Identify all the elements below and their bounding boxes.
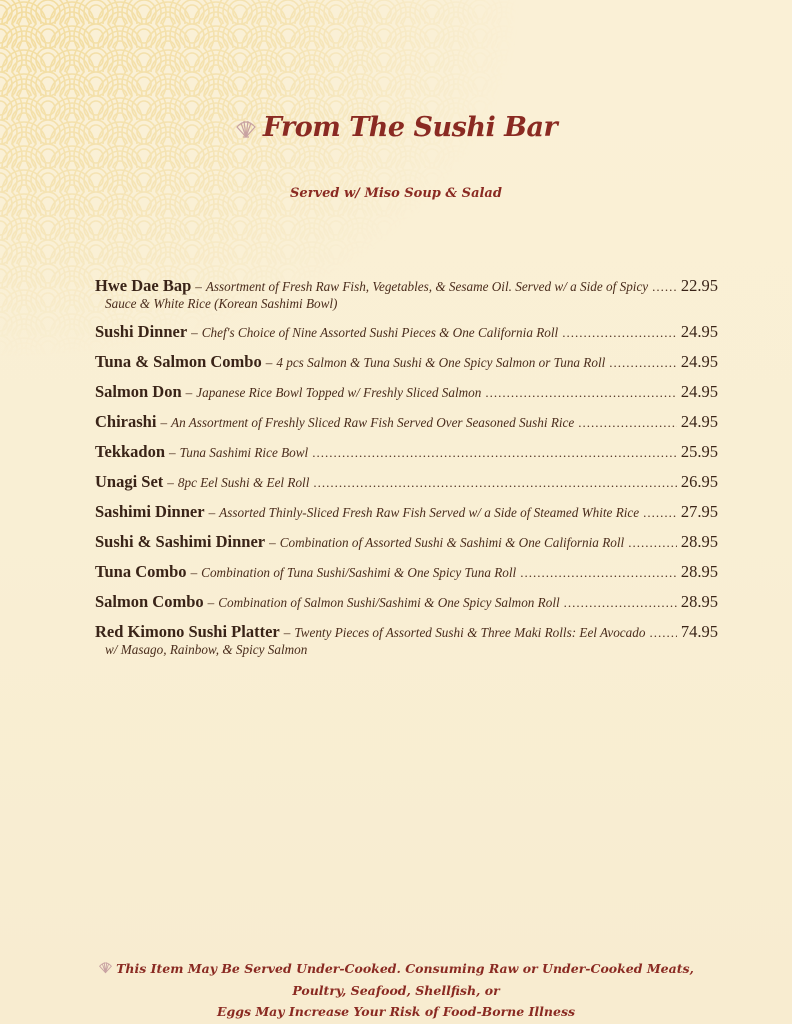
dot-leader xyxy=(578,415,677,431)
menu-item-name: Salmon Combo xyxy=(95,592,204,611)
menu-item xyxy=(95,622,718,658)
menu-item-separator: – xyxy=(265,355,273,370)
menu-item-price: 28.95 xyxy=(680,592,718,611)
menu-item-description: Assortment of Fresh Raw Fish, Vegetables, & Sesame Oil. Served w/ a Side of Spicy xyxy=(205,279,649,294)
subtitle: Served w/ Miso Soup & Salad xyxy=(290,186,502,201)
shell-icon xyxy=(235,115,257,146)
footer-line-1: This Item May Be Served Under-Cooked. Consuming Raw or Under-Cooked Meats, Poultry, Seafood, Shellfish, or xyxy=(116,961,694,998)
menu-item xyxy=(95,502,718,522)
menu-item xyxy=(95,592,718,612)
menu-item-price: 28.95 xyxy=(680,562,718,581)
menu-item-separator: – xyxy=(269,535,276,550)
menu-item-separator: – xyxy=(208,505,216,520)
menu-item-separator: – xyxy=(191,325,198,340)
menu-item-description: Combination of Tuna Sushi/Sashimi & One Spicy Tuna Roll xyxy=(201,565,517,580)
menu-item-description-continued: Sauce & White Rice (Korean Sashimi Bowl) xyxy=(105,296,338,311)
dot-leader xyxy=(485,385,677,401)
menu-item-name: Sushi & Sashimi Dinner xyxy=(95,532,266,551)
dot-leader xyxy=(313,475,677,491)
dot-leader xyxy=(652,279,677,295)
menu-item-separator: – xyxy=(169,445,176,460)
page-title xyxy=(0,112,792,146)
menu-item-description: Assorted Thinly-Sliced Fresh Raw Fish Served w/ a Side of Steamed White Rice xyxy=(219,505,640,520)
menu-item xyxy=(95,532,718,552)
menu-item-name: Hwe Dae Bap xyxy=(95,276,192,295)
menu-item-price: 24.95 xyxy=(680,412,718,431)
menu-item xyxy=(95,322,718,342)
title-text: From The Sushi Bar xyxy=(262,112,558,143)
menu-item-price: 24.95 xyxy=(680,322,718,341)
menu-item-description: An Assortment of Freshly Sliced Raw Fish Served Over Seasoned Sushi Rice xyxy=(171,415,575,430)
dot-leader xyxy=(649,625,676,641)
menu-item-price: 28.95 xyxy=(680,532,718,551)
menu-item-name: Tekkadon xyxy=(95,442,166,461)
menu-item xyxy=(95,382,718,402)
menu-item-separator: – xyxy=(167,475,174,490)
shell-icon xyxy=(98,959,113,980)
footer-line-2: Eggs May Increase Your Risk of Food-Borne Illness xyxy=(216,1004,576,1019)
menu-item-description: Twenty Pieces of Assorted Sushi & Three Maki Rolls: Eel Avocado xyxy=(294,625,646,640)
menu-item xyxy=(95,412,718,432)
menu-item-name: Tuna & Salmon Combo xyxy=(95,352,262,371)
dot-leader xyxy=(609,355,677,371)
menu-item-price: 25.95 xyxy=(680,442,718,461)
menu-item-separator: – xyxy=(160,415,168,430)
menu-item-price: 24.95 xyxy=(680,352,718,371)
menu-item-separator: – xyxy=(283,625,291,640)
menu-item-description-continued: w/ Masago, Rainbow, & Spicy Salmon xyxy=(105,642,308,657)
menu-item-description: 4 pcs Salmon & Tuna Sushi & One Spicy Salmon or Tuna Roll xyxy=(276,355,606,370)
dot-leader xyxy=(564,595,677,611)
menu-item xyxy=(95,472,718,492)
menu-item-description: 8pc Eel Sushi & Eel Roll xyxy=(177,475,310,490)
menu-item-description: Tuna Sashimi Rice Bowl xyxy=(179,445,309,460)
footer-disclaimer xyxy=(82,958,710,1022)
menu-item-price: 74.95 xyxy=(680,622,718,641)
dot-leader xyxy=(312,445,677,461)
menu-item-name: Sashimi Dinner xyxy=(95,502,205,521)
menu-item-description: Combination of Salmon Sushi/Sashimi & One Spicy Salmon Roll xyxy=(218,595,560,610)
menu-item-name: Chirashi xyxy=(95,412,157,431)
menu-item-description: Chef's Choice of Nine Assorted Sushi Pieces & One California Roll xyxy=(201,325,559,340)
menu-item xyxy=(95,442,718,462)
menu-item-price: 27.95 xyxy=(680,502,718,521)
menu-item-name: Salmon Don xyxy=(95,382,182,401)
menu-item xyxy=(95,562,718,582)
menu-item-separator: – xyxy=(185,385,193,400)
menu-item-description: Japanese Rice Bowl Topped w/ Freshly Sliced Salmon xyxy=(196,385,482,400)
menu-item xyxy=(95,352,718,372)
menu-item-separator: – xyxy=(190,565,198,580)
menu-item-price: 26.95 xyxy=(680,472,718,491)
menu-item-separator: – xyxy=(207,595,215,610)
menu-item-price: 22.95 xyxy=(680,276,718,295)
dot-leader xyxy=(628,535,677,551)
menu-item-separator: – xyxy=(195,279,202,294)
dot-leader xyxy=(562,325,677,341)
dot-leader xyxy=(520,565,677,581)
menu-item xyxy=(95,276,718,312)
menu-item-name: Red Kimono Sushi Platter xyxy=(95,622,280,641)
menu-item-price: 24.95 xyxy=(680,382,718,401)
menu-item-name: Sushi Dinner xyxy=(95,322,188,341)
menu-item-description: Combination of Assorted Sushi & Sashimi & One California Roll xyxy=(279,535,625,550)
dot-leader xyxy=(643,505,677,521)
menu-item-name: Unagi Set xyxy=(95,472,164,491)
menu-item-name: Tuna Combo xyxy=(95,562,187,581)
